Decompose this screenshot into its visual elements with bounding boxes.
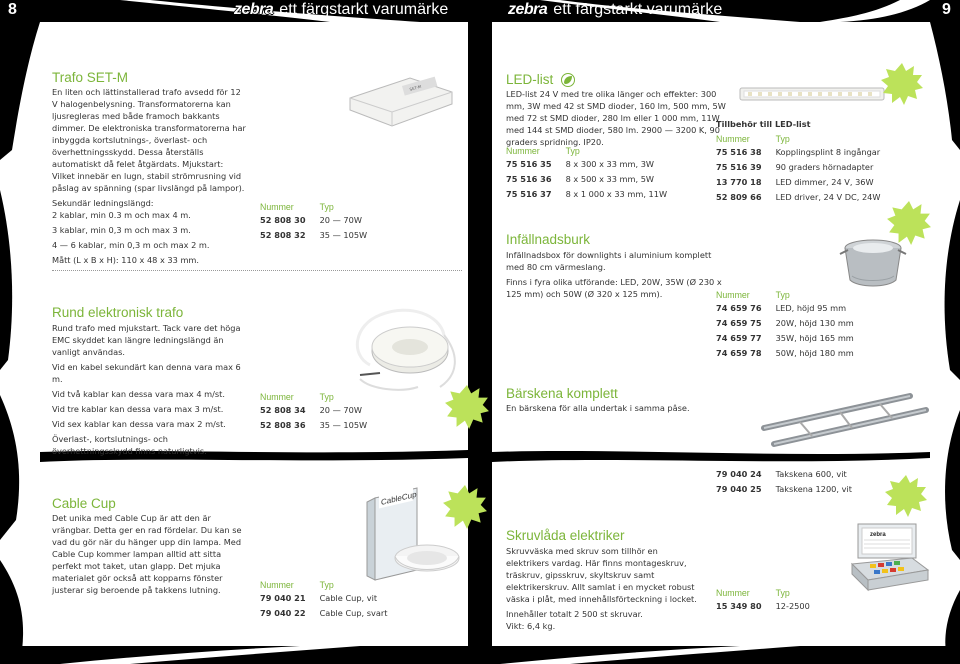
table-row: [716, 177, 881, 192]
col-number: Nummer: [260, 580, 294, 590]
table-row: [716, 601, 810, 616]
eco-leaf-icon: [561, 73, 575, 87]
table-row: [260, 405, 367, 420]
trafo-set-m-image: [340, 70, 460, 132]
product-number: 79 040 22: [260, 608, 306, 618]
product-type: 35 — 105W: [319, 420, 368, 430]
recessed-box-image: [838, 236, 908, 296]
decorative-starburst: [880, 62, 924, 106]
rund-line: Vid tre kablar kan dessa vara max 3 m/st.: [52, 404, 224, 414]
col-number: Nummer: [716, 588, 750, 598]
table-row: [716, 147, 881, 162]
product-type: 35W, höjd 165 mm: [775, 333, 854, 343]
col-type: Typ: [319, 392, 334, 402]
col-type: Typ: [775, 588, 790, 598]
section-title-rund-trafo: Rund elektronisk trafo: [52, 305, 184, 320]
table-row: [716, 333, 854, 348]
product-type: LED driver, 24 V DC, 24W: [775, 192, 881, 202]
infallnadsburk-description: Infällnadsbox för downlights i aluminium komplett med 80 cm värmeslang.: [506, 250, 712, 272]
product-type: Takskena 600, vit: [775, 469, 847, 479]
cable-cup-box-label: CableCup: [381, 489, 417, 507]
table-header: [260, 392, 367, 405]
product-type: 35 — 105W: [319, 230, 368, 240]
table-row: [716, 318, 854, 333]
trafo-cable-line: 2 kablar, min 0.3 m och max 4 m.: [52, 210, 191, 220]
table-header: [506, 146, 667, 159]
trafo-set-m-description: En liten och lättinstallerad trafo avsedd för 12 V halogenbelysning. Transformatorerna kan ljusregleras med både framoch bakkants dimmer. De elektroniska transformatorerna har inbyggda kortslutnings-, överlast- och överhettningsskydd. Dessa återställs automatiskt då felet åtgärdats. Mjukstart: Vilket innebär en lugn, stabil strömrusning vid påslag av spänning (spar livslängd på lampor).: [52, 87, 246, 193]
product-number: 52 809 66: [716, 192, 762, 202]
decorative-starburst: [884, 474, 928, 518]
product-type: Takskena 1200, vit: [775, 484, 852, 494]
product-number: 15 349 80: [716, 601, 762, 611]
section-title-cable-cup: Cable Cup: [52, 496, 116, 511]
col-number: Nummer: [716, 290, 750, 300]
led-list-title: LED-list: [506, 72, 554, 87]
product-type: 8 x 1 000 x 33 mm, 11W: [565, 189, 668, 199]
section-title-infallnadsburk: Infällnadsburk: [506, 232, 591, 247]
cable-cup-text: [52, 512, 248, 599]
product-number: 74 659 76: [716, 303, 762, 313]
col-type: Typ: [775, 134, 790, 144]
trafo-cable-line: 3 kablar, min 0,3 m och max 3 m.: [52, 225, 191, 235]
col-type: Typ: [319, 202, 334, 212]
product-number: 52 808 32: [260, 230, 306, 240]
led-accessories-block: [716, 118, 906, 133]
screw-case-brand: zebra: [870, 532, 886, 538]
table-row: [506, 189, 667, 204]
product-number: 79 040 24: [716, 469, 762, 479]
decorative-starburst: [444, 384, 490, 430]
product-number: 79 040 25: [716, 484, 762, 494]
rund-protection: Överlast-, kortslutnings- och överhettningsskydd finns naturligtvis.: [52, 434, 207, 456]
brand-logo: zebra: [508, 1, 548, 18]
col-number: Nummer: [260, 202, 294, 212]
product-number: 75 516 39: [716, 162, 762, 172]
table-header: [260, 580, 387, 593]
led-strip-image: [738, 84, 886, 106]
table-row: [716, 303, 854, 318]
svg-text:SET-M: SET-M: [408, 83, 422, 92]
rund-line: Vid sex kablar kan dessa vara max 2 m/st.: [52, 419, 226, 429]
led-list-text: [506, 88, 728, 151]
right-page-number: 9: [942, 1, 951, 18]
product-number: 13 770 18: [716, 177, 762, 187]
left-header: [234, 0, 448, 20]
header-tagline: ett färgstarkt varumärke: [279, 1, 449, 18]
product-type: 8 x 300 x 33 mm, 3W: [565, 159, 655, 169]
table-row: [506, 159, 667, 174]
round-trafo-image: [340, 295, 470, 395]
product-type: 20 — 70W: [319, 215, 362, 225]
table-header: [260, 202, 367, 215]
product-type: LED, höjd 95 mm: [775, 303, 847, 313]
table-row: [260, 420, 367, 435]
product-type: 20 — 70W: [319, 405, 362, 415]
table-row: [260, 215, 367, 230]
product-number: 75 516 36: [506, 174, 552, 184]
col-type: Typ: [565, 146, 580, 156]
product-number: 75 516 35: [506, 159, 552, 169]
skruvlada-text: [506, 545, 702, 635]
led-list-description: LED-list 24 V med tre olika länger och effekter: 300 mm, 3W med 42 st SMD dioder, 160 lm, 500 mm, 5W med 72 st SMD dioder, 280 lm eller 1 000 mm, 11W med 144 st SMD dioder, 580 lm. 2900 — 3200 K, 90 graders spridning. IP20.: [506, 89, 726, 147]
product-type: 20W, höjd 130 mm: [775, 318, 854, 328]
product-type: 50W, höjd 180 mm: [775, 348, 854, 358]
product-type: 8 x 500 x 33 mm, 5W: [565, 174, 655, 184]
rund-description: Rund trafo med mjukstart. Tack vare det höga EMC skyddet kan längre ledningslängd än vanligt användas.: [52, 323, 241, 357]
cable-cup-table: [260, 580, 387, 623]
product-number: 52 808 34: [260, 405, 306, 415]
section-title-barskena: Bärskena komplett: [506, 386, 618, 401]
section-title-trafo-set-m: Trafo SET-M: [52, 70, 129, 85]
col-type: Typ: [775, 290, 790, 300]
table-row: [260, 593, 387, 608]
led-accessories-title: Tillbehör till LED-list: [716, 119, 811, 129]
table-row: [716, 484, 852, 499]
led-accessories-table: [716, 134, 881, 207]
trafo-cable-line: 4 — 6 kablar, min 0,3 m och max 2 m.: [52, 240, 210, 250]
col-number: Nummer: [506, 146, 540, 156]
decorative-starburst: [442, 484, 488, 530]
product-type: LED dimmer, 24 V, 36W: [775, 177, 874, 187]
table-row: [716, 469, 852, 484]
product-number: 74 659 78: [716, 348, 762, 358]
rund-line: Vid en kabel sekundärt kan denna vara max 6 m.: [52, 362, 241, 384]
rund-trafo-table: [260, 392, 367, 435]
trafo-set-m-text: [52, 86, 248, 269]
col-number: Nummer: [260, 392, 294, 402]
right-header: [508, 0, 722, 20]
product-number: 79 040 21: [260, 593, 306, 603]
skruvlada-weight: Vikt: 6,4 kg.: [506, 621, 556, 631]
product-number: 74 659 77: [716, 333, 762, 343]
section-title-skruvlada: Skruvlåda elektriker: [506, 528, 625, 543]
product-number: 75 516 38: [716, 147, 762, 157]
cable-cup-description: Det unika med Cable Cup är att den är vrängbar. Detta ger en rad fördelar. Du kan se vad du gör när du hänger upp din lampa. Med Cable Cup kommer lampan alltid att sitta perfekt mot taket, utan glapp. Det mjuka materialet gör också att kopparns fönster justerar sig beroende på takkens lutning.: [52, 513, 242, 595]
brand-logo: zebra: [234, 1, 274, 18]
left-page-number: 8: [8, 1, 17, 18]
trafo-set-m-table: [260, 202, 367, 245]
section-title-led-list: [506, 72, 575, 87]
table-header: [716, 290, 854, 303]
table-row: [260, 230, 367, 245]
product-number: 52 808 36: [260, 420, 306, 430]
skruvlada-contents: Innehåller totalt 2 500 st skruvar.: [506, 609, 643, 619]
product-type: Cable Cup, vit: [319, 593, 378, 603]
product-type: 12-2500: [775, 601, 810, 611]
trafo-cable-heading: Sekundär ledningslängd:: [52, 198, 154, 208]
ceiling-rail-image: [760, 388, 930, 448]
product-number: 52 808 30: [260, 215, 306, 225]
rund-trafo-text: [52, 322, 248, 460]
trafo-dimensions: Mått (L x B x H): 110 x 48 x 33 mm.: [52, 255, 200, 265]
screw-case-image: [848, 520, 930, 604]
led-list-table: [506, 146, 667, 204]
product-number: 75 516 37: [506, 189, 552, 199]
col-number: Nummer: [716, 134, 750, 144]
product-number: 74 659 75: [716, 318, 762, 328]
header-tagline: ett färgstarkt varumärke: [553, 1, 723, 18]
table-row: [260, 608, 387, 623]
table-header: [716, 588, 810, 601]
barskena-description: En bärskena för alla undertak i samma pâse.: [506, 403, 690, 413]
table-row: [716, 162, 881, 177]
rund-line: Vid två kablar kan dessa vara max 4 m/st.: [52, 389, 225, 399]
product-type: Cable Cup, svart: [319, 608, 388, 618]
barskena-text: [506, 402, 728, 417]
table-row: [506, 174, 667, 189]
table-row: [716, 192, 881, 207]
section-divider: [52, 270, 462, 271]
skruvlada-description: Skruvväska med skruv som tillhör en elektrikers vardag. Här finns montageskruv, träskruv, gipsskruv, skyltskruv samt elektrikerskruv. Allt samlat i en mycket robust väska i plåt, med innehållsförteckning i locket.: [506, 546, 697, 604]
infallnadsburk-text: [506, 249, 728, 303]
infallnadsburk-table: [716, 290, 854, 363]
col-type: Typ: [319, 580, 334, 590]
product-type: Kopplingsplint 8 ingångar: [775, 147, 881, 157]
table-header: [716, 134, 881, 147]
infallnadsburk-sizes: Finns i fyra olika utförande: LED, 20W, 35W (Ø 230 x 125 mm) och 50W (Ø 320 x 125 mm).: [506, 277, 722, 299]
product-type: 90 graders hörnadapter: [775, 162, 874, 172]
barskena-table: [716, 469, 852, 499]
skruvlada-table: [716, 588, 810, 616]
table-row: [716, 348, 854, 363]
